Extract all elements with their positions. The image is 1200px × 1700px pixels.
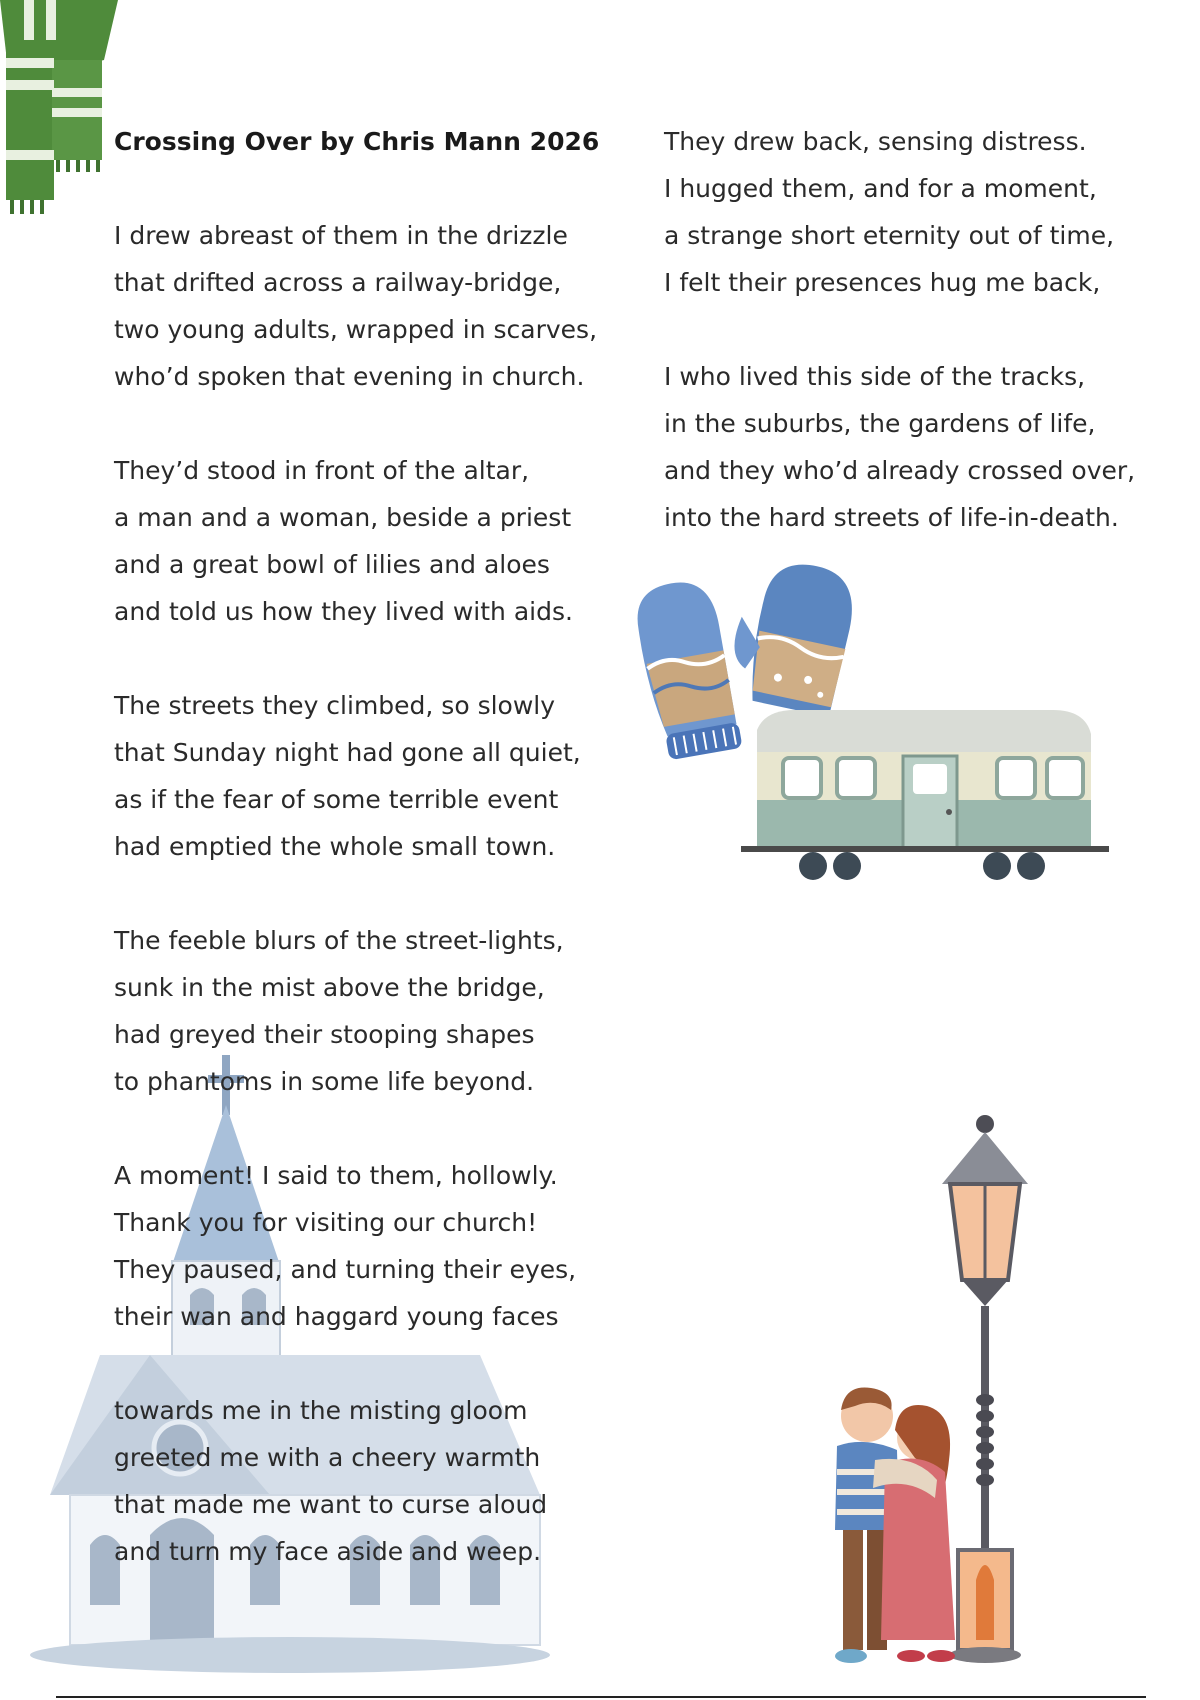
poem-line: as if the fear of some terrible event — [114, 785, 559, 814]
title-spacer — [114, 165, 634, 212]
poem-line: who’d spoken that evening in church. — [114, 362, 585, 391]
stanza-1 — [114, 212, 634, 400]
poem-line: in the suburbs, the gardens of life, — [664, 409, 1096, 438]
train-carriage-illustration — [735, 700, 1115, 900]
poem-line: towards me in the misting gloom — [114, 1396, 528, 1425]
poem-line: that made me want to curse aloud — [114, 1490, 548, 1519]
poem-line: greeted me with a cheery warmth — [114, 1443, 541, 1472]
poem-line: I felt their presences hug me back, — [664, 268, 1101, 297]
stanza-2 — [114, 447, 634, 635]
poem-line: Thank you for visiting our church! — [114, 1208, 538, 1237]
stanza-6 — [114, 1387, 634, 1575]
poem-line: sunk in the mist above the bridge, — [114, 973, 545, 1002]
poem-line: They drew back, sensing distress. — [664, 127, 1087, 156]
poem-right-column — [664, 118, 1184, 588]
poem-line: their wan and haggard young faces — [114, 1302, 559, 1331]
stanza-5 — [114, 1152, 634, 1340]
poem-title: Crossing Over by Chris Mann 2026 — [114, 127, 600, 156]
poem-line: The streets they climbed, so slowly — [114, 691, 556, 720]
poem-line: The feeble blurs of the street-lights, — [114, 926, 564, 955]
poem-line: that drifted across a railway-bridge, — [114, 268, 562, 297]
stanza-8 — [664, 353, 1184, 541]
poem-line: They’d stood in front of the altar, — [114, 456, 530, 485]
poem-line: a strange short eternity out of time, — [664, 221, 1115, 250]
scarf-illustration — [0, 0, 120, 220]
stanza-4 — [114, 917, 634, 1105]
hugging-couple-illustration — [815, 1380, 975, 1680]
poem-line: and a great bowl of lilies and aloes — [114, 550, 550, 579]
stanza-7 — [664, 118, 1184, 306]
poem-left-column — [114, 118, 634, 1622]
poem-line: and told us how they lived with aids. — [114, 597, 573, 626]
poem-line: and turn my face aside and weep. — [114, 1537, 542, 1566]
poem-line: A moment! I said to them, hollowly. — [114, 1161, 558, 1190]
poem-line: had greyed their stooping shapes — [114, 1020, 535, 1049]
poem-line: I drew abreast of them in the drizzle — [114, 221, 568, 250]
poem-line: had emptied the whole small town. — [114, 832, 556, 861]
poem-line: and they who’d already crossed over, — [664, 456, 1136, 485]
poem-line: They paused, and turning their eyes, — [114, 1255, 577, 1284]
poem-line: two young adults, wrapped in scarves, — [114, 315, 598, 344]
poem-line: to phantoms in some life beyond. — [114, 1067, 535, 1096]
poem-line: I who lived this side of the tracks, — [664, 362, 1086, 391]
poem-line: into the hard streets of life-in-death. — [664, 503, 1119, 532]
poem-line: I hugged them, and for a moment, — [664, 174, 1097, 203]
poem-line: a man and a woman, beside a priest — [114, 503, 572, 532]
stanza-3 — [114, 682, 634, 870]
poem-line: that Sunday night had gone all quiet, — [114, 738, 581, 767]
footer-divider — [56, 1696, 1146, 1698]
